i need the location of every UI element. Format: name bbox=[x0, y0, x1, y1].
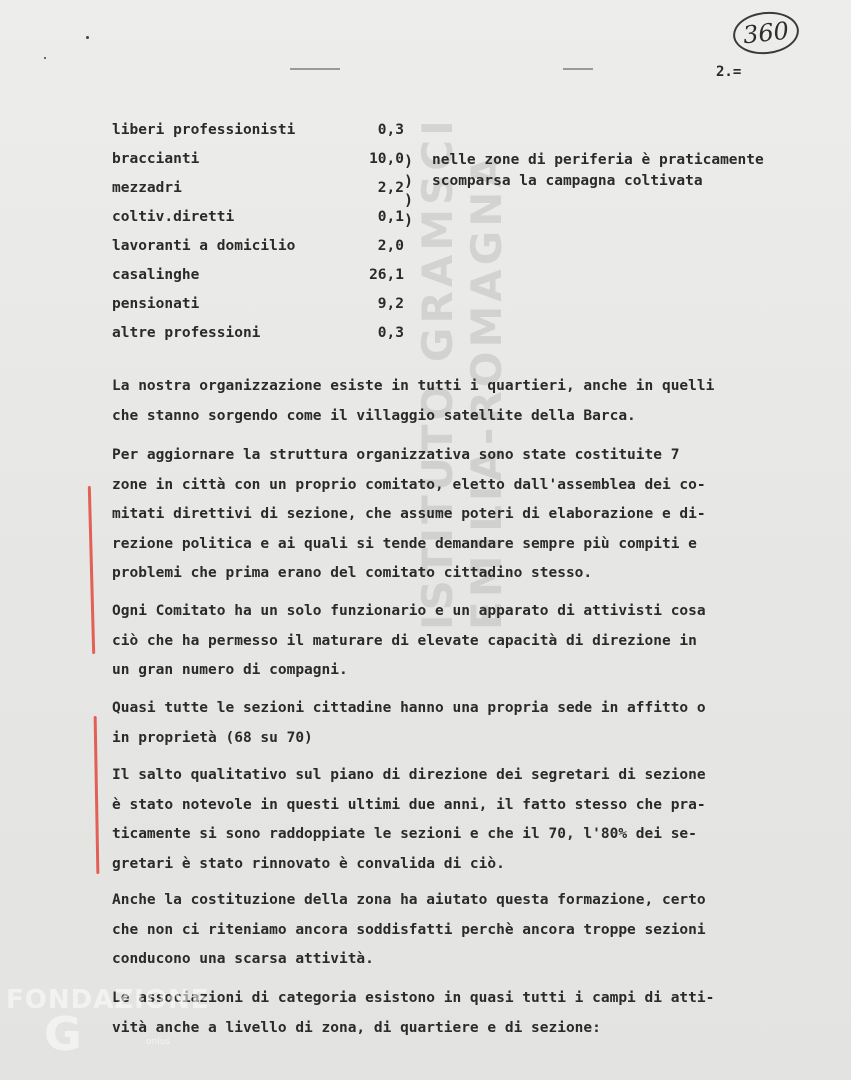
paragraph bbox=[112, 441, 802, 589]
ink-speck bbox=[86, 36, 89, 39]
watermark-logo-text: FONDAZIONE bbox=[6, 985, 210, 1015]
text-line: zone in città con un proprio comitato, eletto dall'assemblea dei co- bbox=[112, 476, 706, 493]
stat-row bbox=[112, 238, 832, 267]
bracket-mark: ) bbox=[404, 211, 414, 229]
watermark-logo-small: onlus bbox=[146, 1037, 171, 1047]
stat-label: pensionati bbox=[112, 296, 200, 312]
text-line: gretari è stato rinnovato è convalida di ciò. bbox=[112, 855, 505, 872]
stat-label: braccianti bbox=[112, 151, 200, 167]
stat-value: 2,0 bbox=[377, 238, 404, 254]
ink-speck bbox=[44, 57, 46, 59]
stat-value: 0,3 bbox=[377, 325, 404, 341]
stat-label: casalinghe bbox=[112, 267, 200, 283]
stat-value: 10,0 bbox=[369, 151, 404, 167]
text-line: un gran numero di compagni. bbox=[112, 662, 348, 678]
red-margin-mark bbox=[88, 486, 95, 654]
bracket-mark: ) bbox=[404, 152, 414, 170]
text-line: Le associazioni di categoria esistono in quasi tutti i campi di atti- bbox=[112, 990, 715, 1006]
stat-row bbox=[112, 267, 832, 296]
paragraph bbox=[112, 984, 802, 1043]
paragraph bbox=[112, 694, 802, 753]
bracket-mark: ) bbox=[404, 191, 414, 209]
archive-number-stamp: 360 bbox=[731, 9, 801, 58]
text-line: in proprietà (68 su 70) bbox=[112, 729, 313, 746]
text-line: che non ci riteniamo ancora soddisfatti perchè ancora troppe sezioni bbox=[112, 921, 706, 938]
foundation-watermark-logo bbox=[6, 985, 210, 1065]
paragraph bbox=[112, 597, 802, 686]
stat-row bbox=[112, 122, 832, 151]
stat-value: 0,1 bbox=[377, 209, 404, 225]
paragraph bbox=[112, 886, 802, 975]
stat-row bbox=[112, 296, 832, 325]
paragraph bbox=[112, 761, 802, 879]
stat-row bbox=[112, 325, 832, 354]
text-line: Il salto qualitativo sul piano di direzione dei segretari di sezione bbox=[112, 767, 706, 783]
stat-label: lavoranti a domicilio bbox=[112, 238, 296, 254]
text-line: Per aggiornare la struttura organizzativa sono state costituite 7 bbox=[112, 447, 680, 463]
page-number: 2.= bbox=[716, 64, 742, 80]
text-line: Quasi tutte le sezioni cittadine hanno una propria sede in affitto o bbox=[112, 700, 706, 716]
bracket-note-line: nelle zone di periferia è praticamente bbox=[432, 152, 764, 168]
text-line: che stanno sorgendo come il villaggio satellite della Barca. bbox=[112, 407, 636, 424]
stat-label: liberi professionisti bbox=[112, 122, 296, 138]
stat-value: 0,3 bbox=[377, 122, 404, 138]
watermark-logo-mark: G bbox=[44, 1007, 82, 1061]
stat-value: 2,2 bbox=[377, 180, 404, 196]
stat-value: 9,2 bbox=[377, 296, 404, 312]
stat-row bbox=[112, 209, 832, 238]
header-rule bbox=[290, 68, 340, 70]
stat-label: coltiv.diretti bbox=[112, 209, 235, 225]
text-line: rezione politica e ai quali si tende demandare sempre più compiti e bbox=[112, 535, 697, 552]
text-line: mitati direttivi di sezione, che assume poteri di elaborazione e di- bbox=[112, 506, 706, 522]
paragraph bbox=[112, 372, 802, 431]
red-margin-mark bbox=[94, 716, 100, 874]
text-line: Ogni Comitato ha un solo funzionario e un apparato di attivisti cosa bbox=[112, 603, 706, 619]
stat-label: altre professioni bbox=[112, 325, 261, 341]
stat-label: mezzadri bbox=[112, 180, 182, 196]
bracket-note-line: scomparsa la campagna coltivata bbox=[432, 173, 703, 189]
text-line: Anche la costituzione della zona ha aiutato questa formazione, certo bbox=[112, 892, 706, 908]
text-line: ticamente si sono raddoppiate le sezioni e che il 70, l'80% dei se- bbox=[112, 826, 697, 842]
text-line: problemi che prima erano del comitato cittadino stesso. bbox=[112, 565, 593, 581]
text-line: conducono una scarsa attività. bbox=[112, 951, 374, 967]
bracket-note bbox=[432, 150, 832, 192]
text-line: ciò che ha permesso il maturare di elevate capacità di direzione in bbox=[112, 632, 697, 649]
bracket-mark: ) bbox=[404, 172, 414, 190]
text-line: vità anche a livello di zona, di quartiere e di sezione: bbox=[112, 1019, 601, 1036]
vertical-watermark: ISTITUTO GRAMSCI EMILIA-ROMAGNA bbox=[413, 116, 511, 630]
text-line: è stato notevole in questi ultimi due anni, il fatto stesso che pra- bbox=[112, 796, 706, 813]
text-line: La nostra organizzazione esiste in tutti i quartieri, anche in quelli bbox=[112, 378, 715, 394]
stat-value: 26,1 bbox=[369, 267, 404, 283]
header-rule bbox=[563, 68, 593, 70]
